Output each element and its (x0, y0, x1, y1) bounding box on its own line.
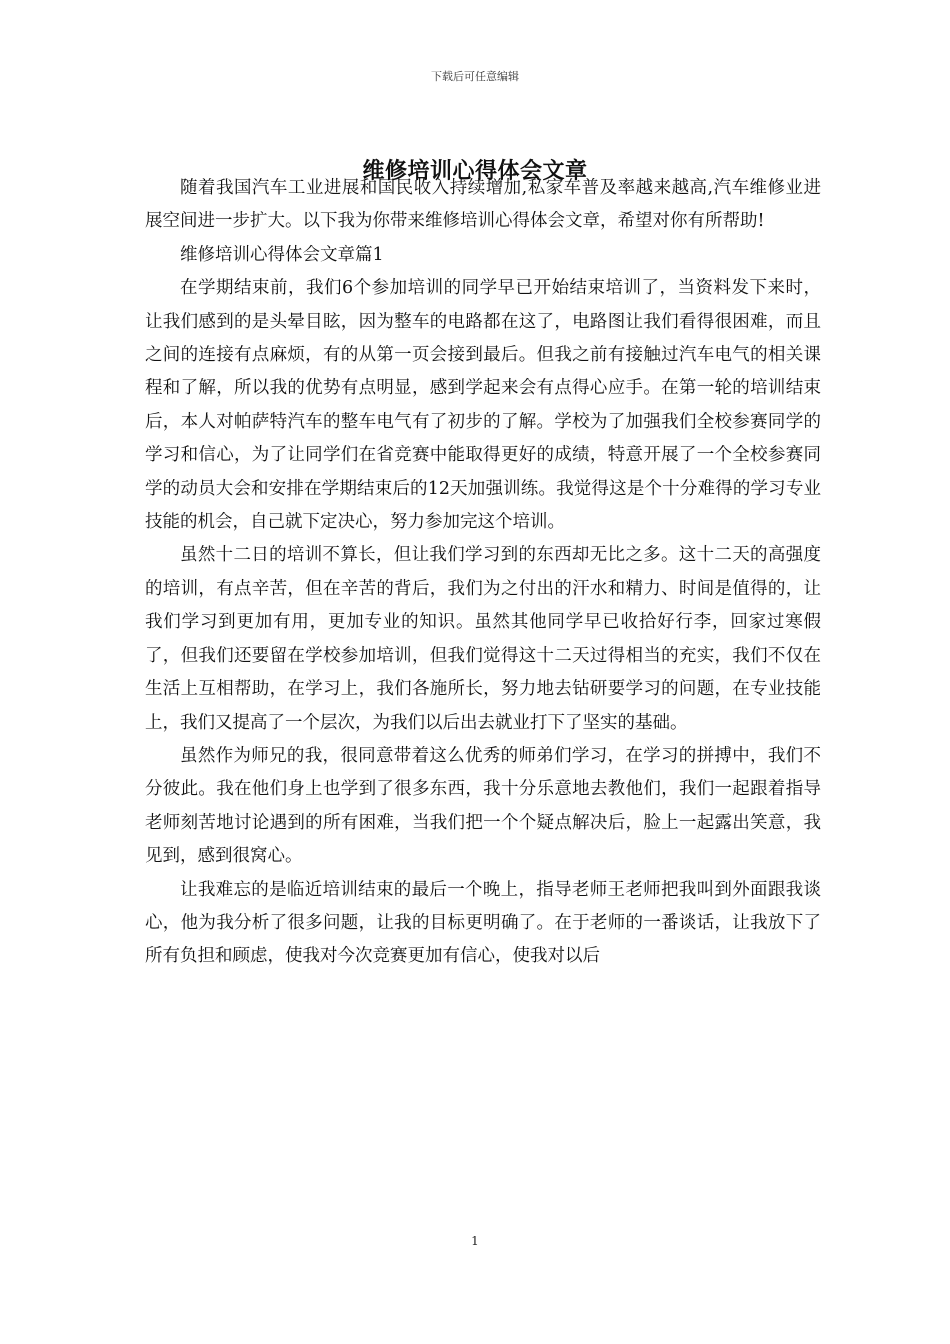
intro-paragraph: 随着我国汽车工业进展和国民收入持续增加,私家车普及率越来越高,汽车维修业进展空间进一步扩大。以下我为你带来维修培训心得体会文章，希望对你有所帮助! (145, 178, 821, 232)
page-number: 1 (471, 1234, 479, 1248)
document-body (145, 172, 821, 974)
header-note: 下载后可任意编辑 (431, 70, 519, 83)
body-paragraph: 在学期结束前，我们6个参加培训的同学早已开始结束培训了，当资料发下来时，让我们感到的是头晕目眩，因为整车的电路都在这了，电路图让我们看得很困难，而且之间的连接有点麻烦，有的从第一页会接到最后。但我之前有接触过汽车电气的相关课程和了解，所以我的优势有点明显，感到学起来会有点得心应手。在第一轮的培训结束后，本人对帕萨特汽车的整车电气有了初步的了解。学校为了加强我们全校参赛同学的学习和信心，为了让同学们在省竞赛中能取得更好的成绩，特意开展了一个全校参赛同学的动员大会和安排在学期结束后的12天加强训练。我觉得这是个十分难得的学习专业技能的机会，自己就下定决心，努力参加完这个培训。 (145, 278, 821, 533)
body-paragraph: 让我难忘的是临近培训结束的最后一个晚上，指导老师王老师把我叫到外面跟我谈心，他为我分析了很多问题，让我的目标更明确了。在于老师的一番谈话，让我放下了所有负担和顾虑，使我对今次竞赛更加有信心，使我对以后 (145, 879, 821, 967)
document-title: 维修培训心得体会文章 (362, 158, 588, 184)
body-paragraph: 虽然作为师兄的我，很同意带着这么优秀的师弟们学习，在学习的拼搏中，我们不分彼此。我在他们身上也学到了很多东西，我十分乐意地去教他们，我们一起跟着指导老师刻苦地讨论遇到的所有困难，当我们把一个个疑点解决后，脸上一起露出笑意，我见到，感到很窝心。 (145, 745, 821, 867)
section-heading: 维修培训心得体会文章篇1 (180, 244, 384, 265)
body-paragraph: 虽然十二日的培训不算长，但让我们学习到的东西却无比之多。这十二天的高强度的培训，有点辛苦，但在辛苦的背后，我们为之付出的汗水和精力、时间是值得的，让我们学习到更加有用，更加专业的知识。虽然其他同学早已收拾好行李，回家过寒假了，但我们还要留在学校参加培训，但我们觉得这十二天过得相当的充实，我们不仅在生活上互相帮助，在学习上，我们各施所长，努力地去钻研要学习的问题，在专业技能上，我们又提高了一个层次，为我们以后出去就业打下了坚实的基础。 (145, 545, 821, 733)
